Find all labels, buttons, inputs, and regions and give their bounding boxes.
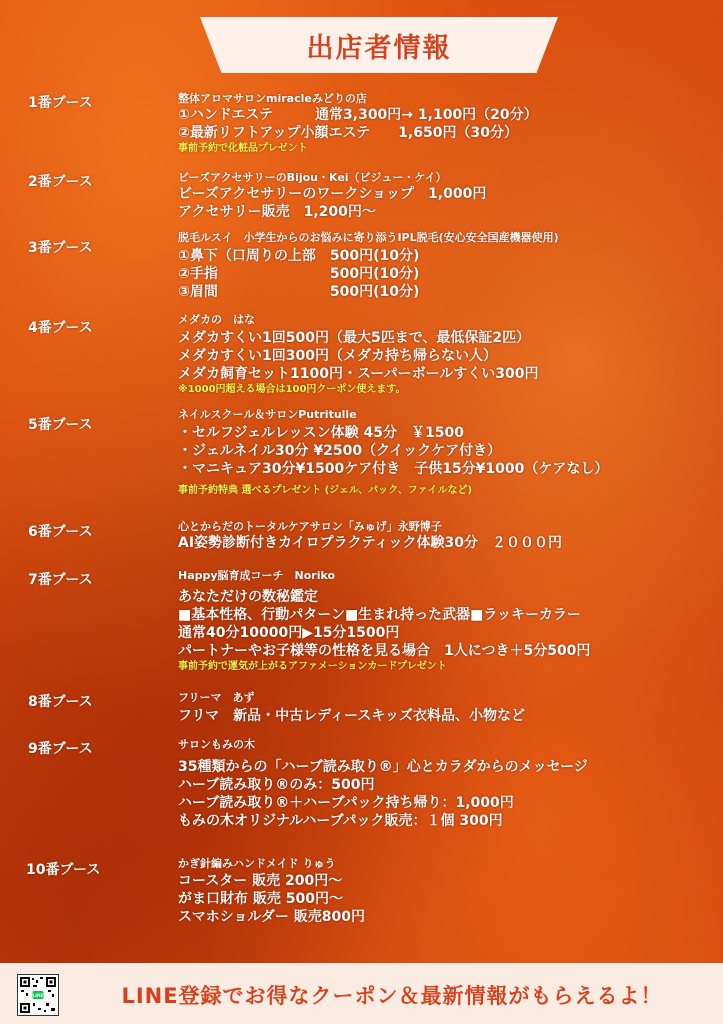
menu-item: フリマ 新品・中古レディースキッズ衣料品、小物など xyxy=(178,708,526,724)
booth-label: 7番ブース xyxy=(28,572,93,588)
page-title: 出店者情報 xyxy=(306,32,452,64)
shop-name: 心とからだのトータルケアサロン「みゅげ」永野博子 xyxy=(178,520,442,533)
booth-content xyxy=(178,520,718,552)
booth-label: 6番ブース xyxy=(28,524,93,540)
menu-item: ■基本性格、行動パターン■生まれ持った武器■ラッキーカラー xyxy=(178,607,581,623)
menu-item: スマホショルダー 販売800円 xyxy=(178,909,365,925)
menu-item: がま口財布 販売 500円〜 xyxy=(178,891,343,907)
shop-name: Happy脳育成コーチ Noriko xyxy=(178,569,336,582)
menu-item: もみの木オリジナルハーブパック販売：１個 300円 xyxy=(178,813,503,829)
menu-item: ②手指 500円(10分) xyxy=(178,266,420,282)
shop-name: 脱毛ルスイ 小学生からのお悩みに寄り添うIPL脱毛(安心安全国産機器使用) xyxy=(178,231,559,244)
menu-item: アクセサリー販売 1,200円〜 xyxy=(178,204,376,220)
booth-content xyxy=(178,408,718,498)
booth-label: 5番ブース xyxy=(28,417,93,433)
shop-name: かぎ針編みハンドメイド りゅう xyxy=(178,857,336,870)
booth-label: 4番ブース xyxy=(28,320,93,336)
booth-label: 1番ブース xyxy=(28,95,93,111)
menu-item: ①ハンドエステ 通常3,300円→ 1,100円（20分） xyxy=(178,107,538,123)
qr-line-label: LINE xyxy=(32,993,44,998)
menu-item: メダカすくい1回300円（メダカ持ち帰らない人） xyxy=(178,348,497,364)
menu-item: メダカ飼育セット1100円・スーパーボールすくい300円 xyxy=(178,366,539,382)
footer-cta-text: LINE登録でお得なクーポン＆最新情報がもらえるよ！ xyxy=(121,984,663,1008)
menu-item: メダカすくい1回500円（最大5匹まで、最低保証2匹） xyxy=(178,330,531,346)
menu-item: あなただけの数秘鑑定 xyxy=(178,589,318,605)
booth-note: 事前予約で運気が上がるアファメーションカードプレゼント xyxy=(178,661,447,672)
shop-name: フリーマ あず xyxy=(178,691,255,704)
booth-label: 10番ブース xyxy=(26,862,101,878)
menu-item: 35種類からの「ハーブ読み取り®」心とカラダからのメッセージ xyxy=(178,759,588,775)
booth-content xyxy=(178,313,718,397)
shop-name: メダカの はな xyxy=(178,313,255,326)
shop-name: サロンもみの木 xyxy=(178,738,255,751)
booth-content xyxy=(178,738,718,830)
booth-content xyxy=(178,691,718,725)
booth-label: 8番ブース xyxy=(28,694,93,710)
booth-content xyxy=(178,857,718,926)
menu-item: ハーブ読み取り®＋ハーブパック持ち帰り：1,000円 xyxy=(178,795,514,811)
booth-content xyxy=(178,569,718,674)
menu-item: ③眉間 500円(10分) xyxy=(178,284,420,300)
booth-note: ※1000円超える場合は100円クーポン使えます。 xyxy=(178,384,406,395)
menu-item: ①鼻下（口周りの上部 500円(10分) xyxy=(178,248,420,264)
menu-item: ・ジェルネイル30分 ¥2500（クイックケア付き） xyxy=(178,443,502,459)
menu-item: ・マニキュア30分¥1500ケア付き 子供15分¥1000（ケアなし） xyxy=(178,461,609,477)
menu-item: ビーズアクセサリーのワークショップ 1,000円 xyxy=(178,186,487,202)
menu-item: コースター 販売 200円〜 xyxy=(178,873,343,889)
line-qr-code[interactable] xyxy=(17,974,59,1016)
booth-content xyxy=(178,231,718,301)
menu-item: ハーブ読み取り®のみ：500円 xyxy=(178,777,375,793)
qr-code-icon xyxy=(18,975,58,1015)
menu-item: ・セルフジェルレッスン体験 45分 ￥1500 xyxy=(178,425,464,441)
booth-label: 9番ブース xyxy=(28,741,93,757)
booth-note: 事前予約で化粧品プレゼント xyxy=(178,143,308,154)
booth-content xyxy=(178,92,718,156)
menu-item: 通常40分10000円▶15分1500円 xyxy=(178,625,400,641)
shop-name: ネイルスクール＆サロンPutritulle xyxy=(178,408,357,421)
shop-name: ビーズアクセサリーのBijou・Kei（ビジュー・ケイ） xyxy=(178,171,447,184)
booth-note: 事前予約特典 選べるプレゼント (ジェル、パック、ファイルなど) xyxy=(178,485,473,496)
menu-item: AI姿勢診断付きカイロプラクティック体験30分 ２０００円 xyxy=(178,535,562,551)
menu-item: ②最新リフトアップ小顔エステ 1,650円（30分） xyxy=(178,125,518,141)
booth-label: 2番ブース xyxy=(28,174,93,190)
booth-label: 3番ブース xyxy=(28,240,93,256)
shop-name: 整体アロマサロンmiracleみどりの店 xyxy=(178,92,367,105)
booth-content xyxy=(178,171,718,221)
menu-item: パートナーやお子様等の性格を見る場合 1人につき＋5分500円 xyxy=(178,643,591,659)
